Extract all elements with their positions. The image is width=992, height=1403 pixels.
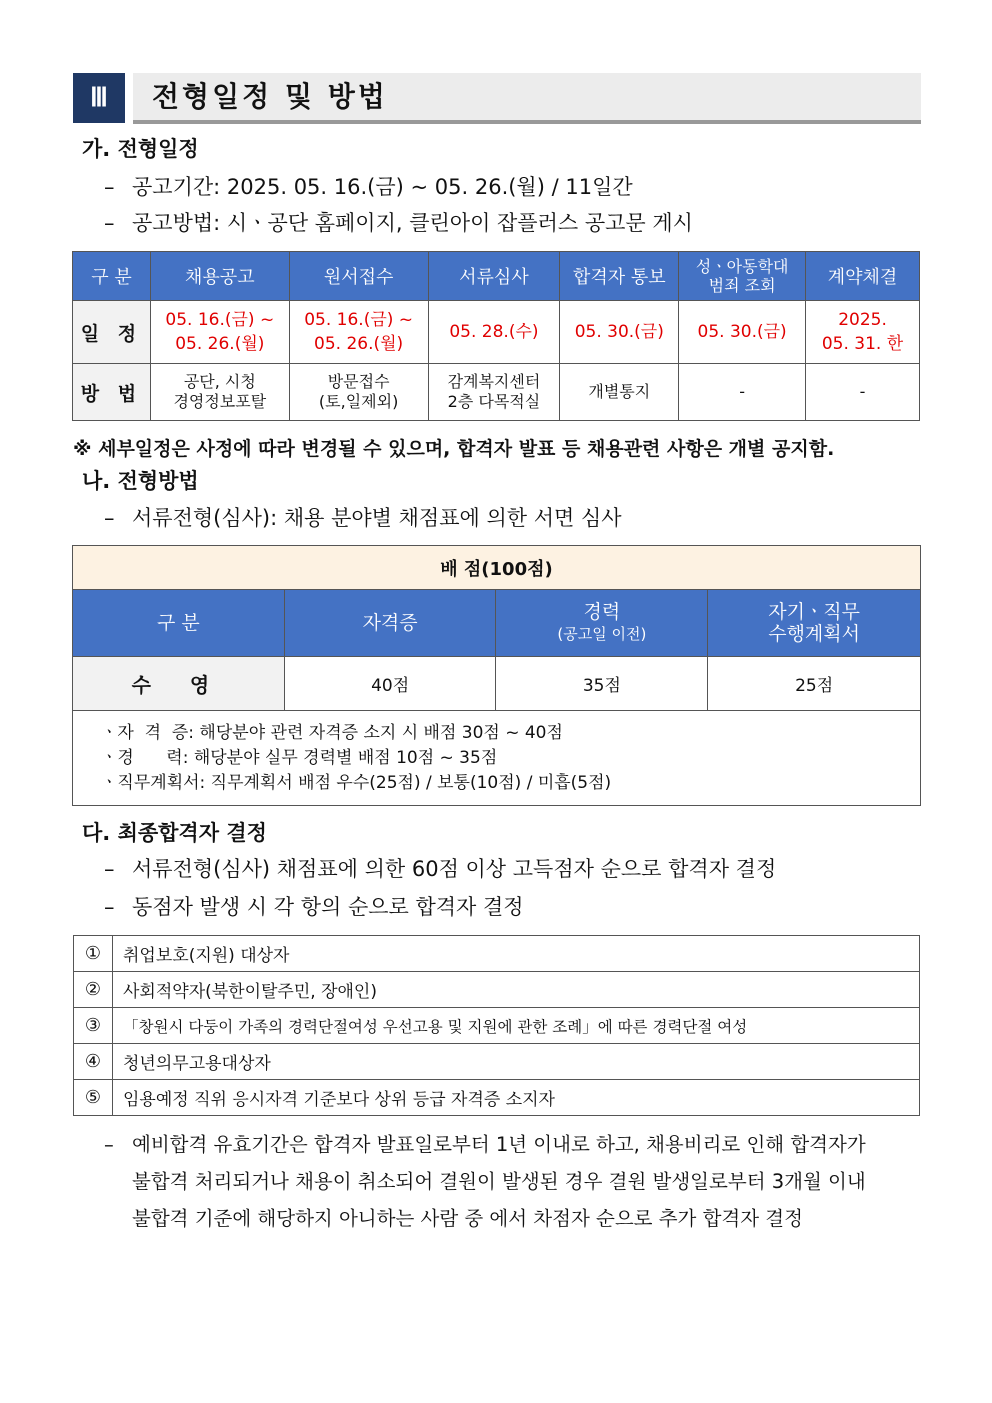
final-note-line: 예비합격 유효기간은 합격자 발표일로부터 1년 이내로 하고, 채용비리로 인해 합격자가 — [132, 1133, 866, 1156]
heading-ga: 가. 전형일정 — [82, 137, 199, 161]
table-row — [74, 972, 920, 1008]
da-item-text: 동점자 발생 시 각 항의 순으로 합격자 결정 — [132, 895, 524, 919]
priority-text: 청년의무고용대상자 — [113, 1044, 920, 1080]
score-header: 구 분 — [73, 590, 285, 657]
priority-text: 임용예정 직위 응시자격 기준보다 상위 등급 자격증 소지자 — [113, 1080, 920, 1116]
priority-number: ③ — [74, 1008, 113, 1044]
table-row — [74, 1008, 920, 1044]
priority-text: 「창원시 다둥이 가족의 경력단절여성 우선고용 및 지원에 관한 조례」에 따른 경력단절 여성 — [113, 1008, 920, 1044]
final-note-line: 불합격 처리되거나 채용이 취소되어 결원이 발생된 경우 결원 발생일로부터 3개월 이내 — [132, 1170, 866, 1193]
table-row — [74, 936, 920, 972]
sched-row-label: 방 법 — [73, 364, 151, 421]
sched-row-label: 일 정 — [73, 301, 151, 364]
sched-cell: - — [806, 364, 920, 421]
priority-table — [73, 935, 920, 1116]
table-row — [74, 1080, 920, 1116]
score-header: 자기ㆍ직무 수행계획서 — [708, 590, 921, 657]
score-header-career — [496, 590, 708, 657]
sched-cell: 감계복지센터 2층 다목적실 — [428, 364, 560, 421]
da-item-text: 서류전형(심사) 채점표에 의한 60점 이상 고득점자 순으로 합격자 결정 — [132, 857, 777, 881]
score-desc-line: ㆍ경 력: 해당분야 실무 경력별 배점 10점 ~ 35점 — [101, 747, 498, 768]
sched-header: 계약체결 — [806, 252, 920, 301]
table-row — [74, 1044, 920, 1080]
section-title: 전형일정 및 방법 — [152, 80, 388, 113]
score-header: 자격증 — [284, 590, 496, 657]
na-item-1 — [104, 503, 622, 533]
priority-number: ① — [74, 936, 113, 972]
sched-cell: - — [679, 364, 806, 421]
sched-cell: 05. 30.(금) — [560, 301, 679, 364]
score-value: 40점 — [284, 657, 496, 711]
score-row-label: 수 영 — [73, 657, 285, 711]
priority-text: 취업보호(지원) 대상자 — [113, 936, 920, 972]
da-item-2 — [104, 892, 524, 922]
score-desc-line: ㆍ자 격 증: 해당분야 관련 자격증 소지 시 배점 30점 ~ 40점 — [101, 722, 563, 743]
priority-text: 사회적약자(북한이탈주민, 장애인) — [113, 972, 920, 1008]
ga-item-1 — [104, 172, 633, 202]
sched-cell: 개별통지 — [560, 364, 679, 421]
sched-header: 원서접수 — [289, 252, 428, 301]
section-number: Ⅲ — [73, 73, 125, 123]
dash-marker: – — [104, 857, 115, 881]
na-item-text: 서류전형(심사): 채용 분야별 채점표에 의한 서면 심사 — [132, 506, 622, 530]
ga-item-text: 공고기간: 2025. 05. 16.(금) ~ 05. 26.(월) / 11일간 — [132, 175, 633, 199]
dash-marker: – — [104, 1133, 114, 1156]
score-header-career-sub: (공고일 이전) — [557, 625, 647, 643]
score-title: 배 점(100점) — [73, 546, 921, 590]
sched-header: 구 분 — [73, 252, 151, 301]
priority-number: ② — [74, 972, 113, 1008]
sched-cell: 05. 28.(수) — [428, 301, 560, 364]
sched-cell: 05. 30.(금) — [679, 301, 806, 364]
score-description — [73, 711, 921, 806]
final-note — [104, 1126, 924, 1237]
sched-cell: 방문접수 (토,일제외) — [289, 364, 428, 421]
sched-cell: 05. 16.(금) ~ 05. 26.(월) — [150, 301, 289, 364]
score-header-career-main: 경력 — [583, 601, 621, 623]
sched-cell: 2025. 05. 31. 한 — [806, 301, 920, 364]
sched-cell: 공단, 시청 경영정보포탈 — [150, 364, 289, 421]
heading-na: 나. 전형방법 — [82, 469, 199, 493]
schedule-note: ※ 세부일정은 사정에 따라 변경될 수 있으며, 합격자 발표 등 채용관련 사항은 개별 공지함. — [73, 438, 835, 460]
da-item-1 — [104, 854, 776, 884]
score-table — [72, 545, 921, 806]
score-value: 25점 — [708, 657, 921, 711]
dash-marker: – — [104, 506, 115, 530]
sched-header: 성ㆍ아동학대 범죄 조회 — [679, 252, 806, 301]
score-value: 35점 — [496, 657, 708, 711]
dash-marker: – — [104, 211, 115, 235]
ga-item-text: 공고방법: 시ㆍ공단 홈페이지, 클린아이 잡플러스 공고문 게시 — [132, 211, 693, 235]
schedule-table — [72, 251, 920, 421]
ga-item-2 — [104, 208, 693, 238]
final-note-line: 불합격 기준에 해당하지 아니하는 사람 중 에서 차점자 순으로 추가 합격자 결정 — [132, 1207, 803, 1230]
sched-header: 서류심사 — [428, 252, 560, 301]
score-desc-line: ㆍ직무계획서: 직무계획서 배점 우수(25점) / 보통(10점) / 미흡(5점) — [101, 772, 612, 793]
priority-number: ⑤ — [74, 1080, 113, 1116]
dash-marker: – — [104, 175, 115, 199]
heading-da: 다. 최종합격자 결정 — [82, 821, 267, 845]
sched-header: 채용공고 — [150, 252, 289, 301]
dash-marker: – — [104, 895, 115, 919]
sched-cell: 05. 16.(금) ~ 05. 26.(월) — [289, 301, 428, 364]
sched-header: 합격자 통보 — [560, 252, 679, 301]
priority-number: ④ — [74, 1044, 113, 1080]
